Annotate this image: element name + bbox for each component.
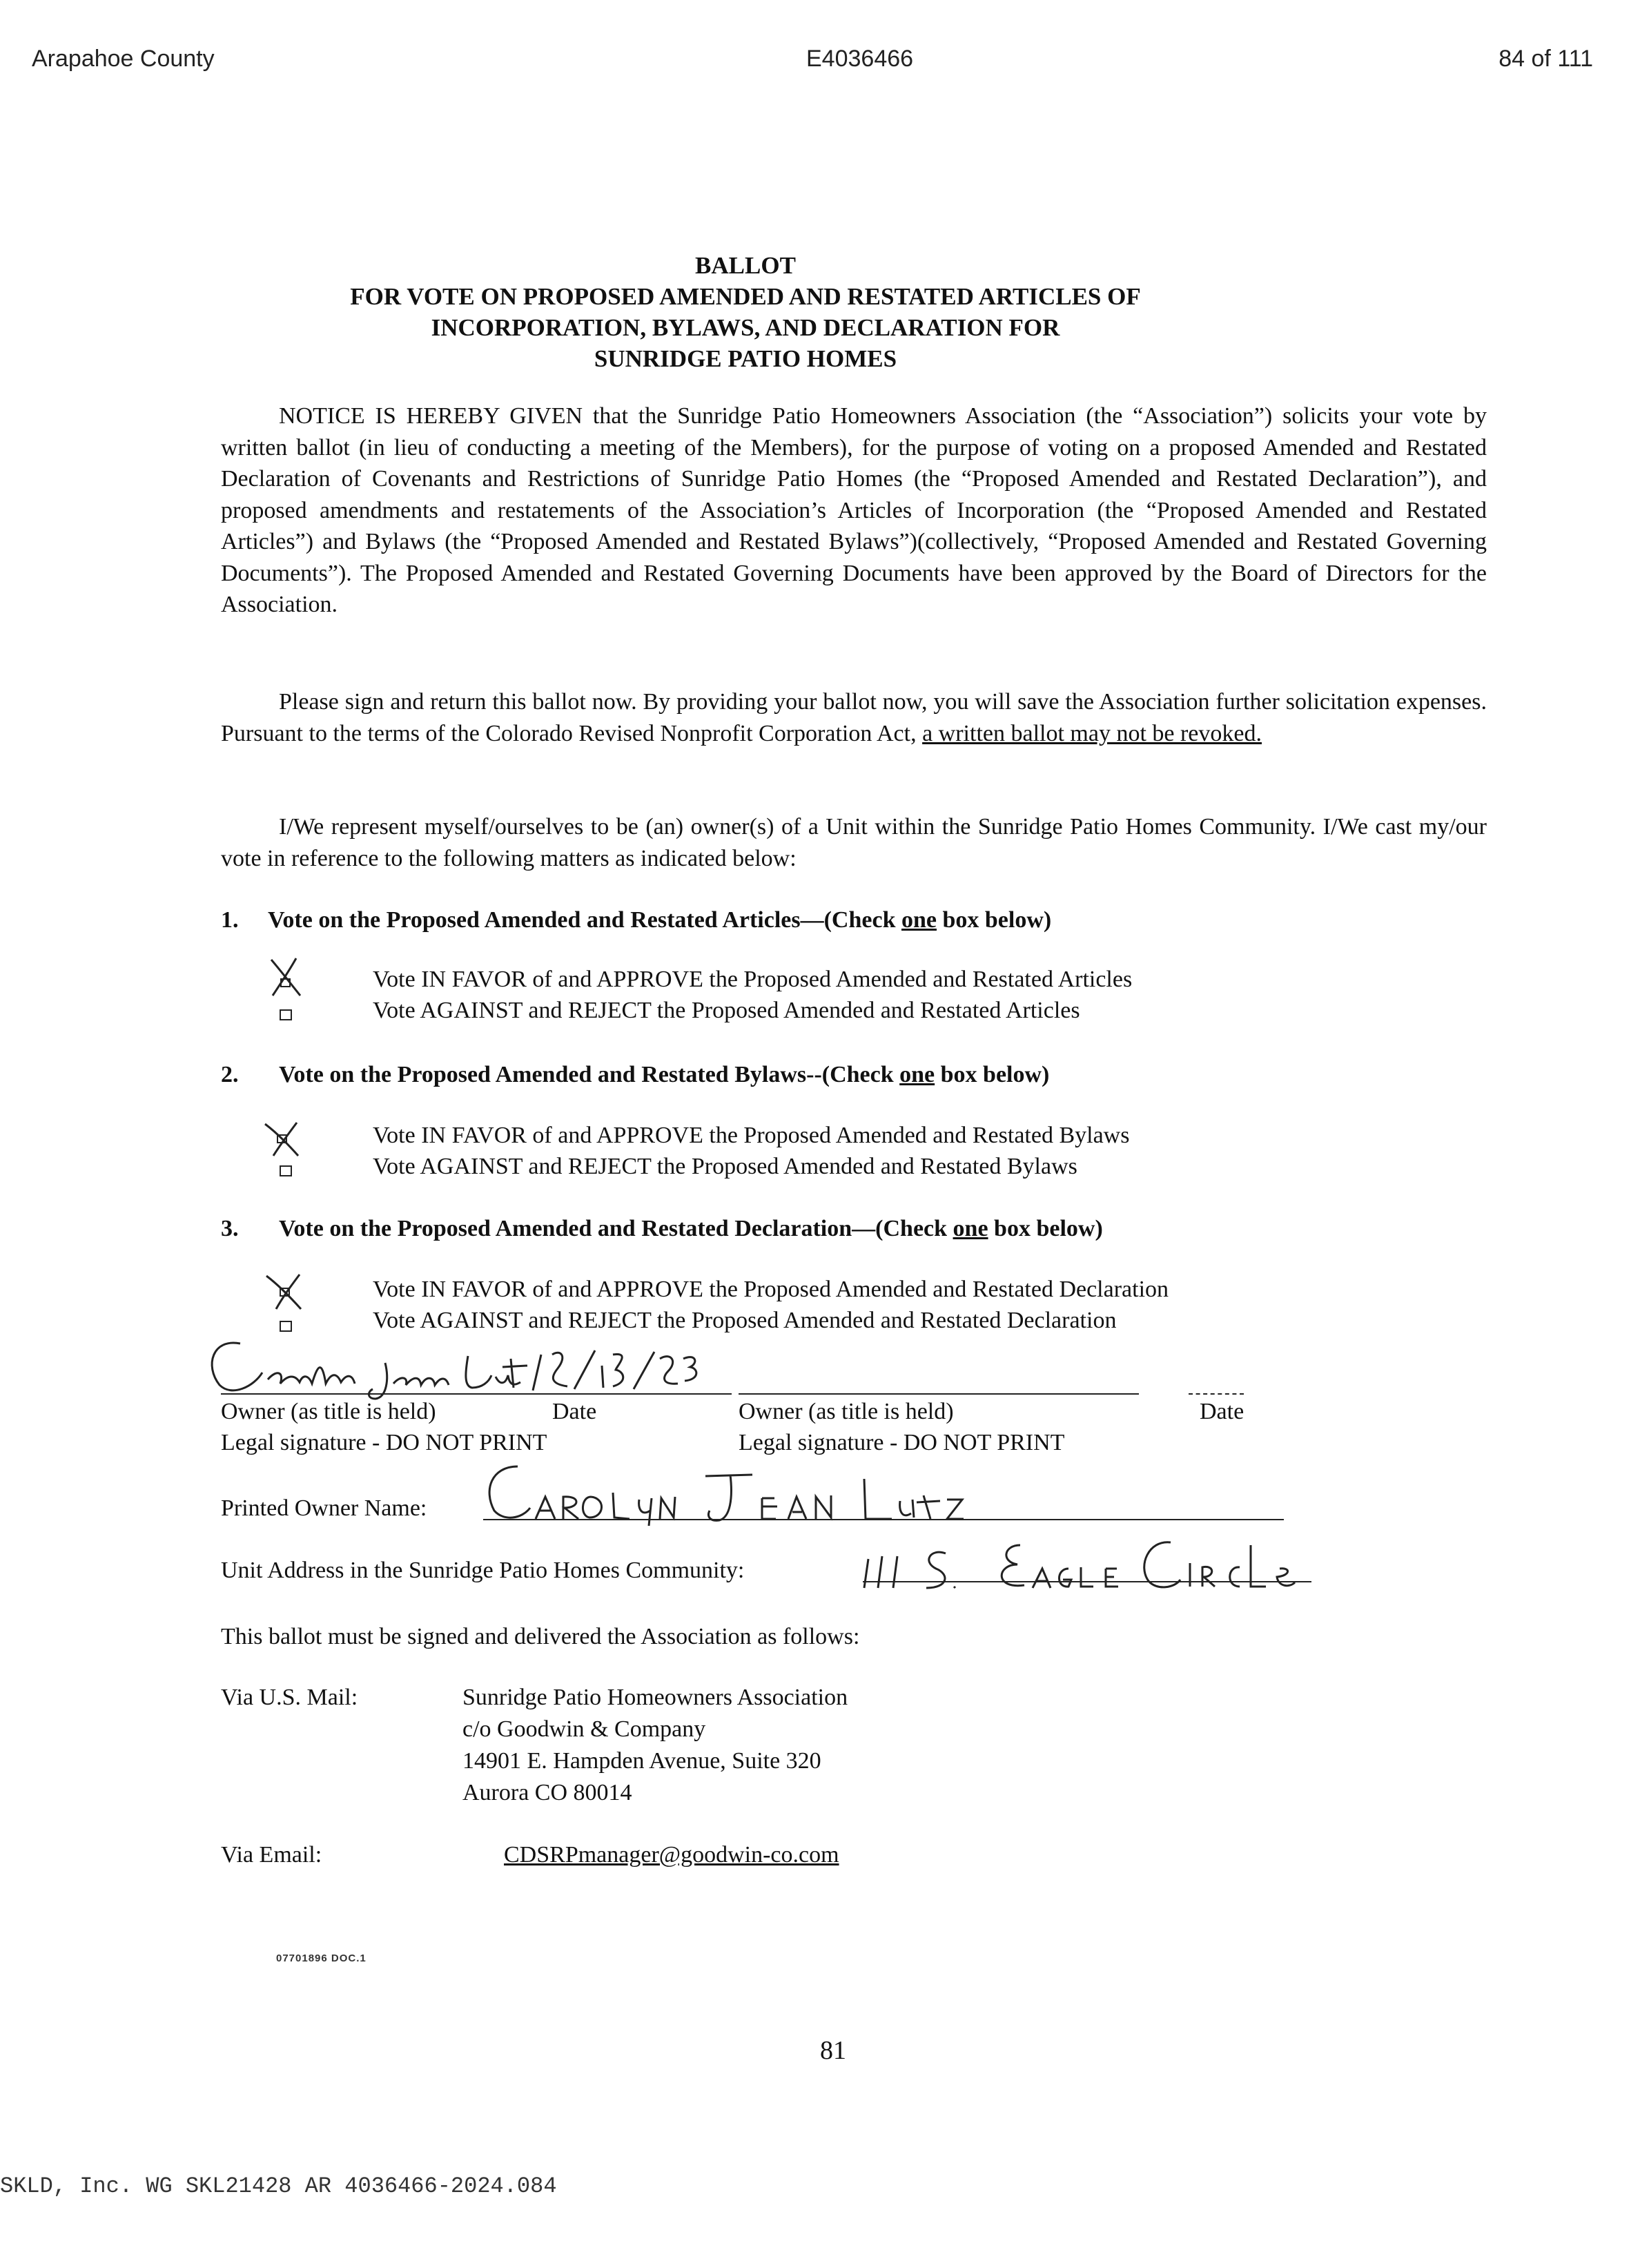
vote-2-against-option: Vote AGAINST and REJECT the Proposed Amended and Restated Bylaws	[373, 1154, 1077, 1179]
vote-3-favor-option: Vote IN FAVOR of and APPROVE the Proposed Amended and Restated Declaration	[373, 1277, 1169, 1302]
vote-3-favor-checkbox-x-mark[interactable]	[264, 1272, 308, 1312]
vote-3-number: 3.	[221, 1216, 239, 1241]
header-reception-number: E4036466	[806, 46, 914, 72]
vote-1-title-text: Vote on the Proposed Amended and Restated Articles—(Check	[268, 907, 901, 933]
owner-1-date-label: Date	[552, 1399, 597, 1424]
owner-2-date-line[interactable]	[1189, 1393, 1244, 1395]
vote-3-title-end: box below)	[988, 1216, 1103, 1241]
vote-3-against-option: Vote AGAINST and REJECT the Proposed Amended and Restated Declaration	[373, 1308, 1117, 1333]
vote-2-title	[221, 1062, 1049, 1088]
revocation-notice: a written ballot may not be revoked.	[922, 720, 1262, 746]
sign-return-text: Please sign and return this ballot now. By providing your ballot now, you will save the Association further solicitation expenses. Pursuant to the terms of the Colorado Revised Nonprofit Corporation Act,	[221, 689, 1487, 746]
vote-3-title-emphasis: one	[953, 1216, 988, 1241]
owner-representation-paragraph: I/We represent myself/ourselves to be (an) owner(s) of a Unit within the Sunridge Patio Homes Community. I/We cast my/our vote in reference to the following matters as indicated below:	[221, 814, 1487, 871]
title-line-2: FOR VOTE ON PROPOSED AMENDED AND RESTATED ARTICLES OF	[350, 283, 1141, 310]
vote-1-favor-option: Vote IN FAVOR of and APPROVE the Proposed Amended and Restated Articles	[373, 967, 1133, 992]
vote-3-title	[221, 1216, 1103, 1242]
email-address-link[interactable]: CDSRPmanager@goodwin-co.com	[504, 1842, 839, 1868]
title-line-4: SUNRIDGE PATIO HOMES	[594, 345, 897, 372]
vote-1-title	[221, 907, 1051, 933]
document-reference: 07701896 DOC.1	[276, 1952, 367, 1964]
sign-return-paragraph	[221, 686, 1487, 749]
header-page-count: 84 of 111	[1499, 46, 1593, 72]
page-number: 81	[820, 2036, 846, 2065]
vote-2-against-checkbox[interactable]	[280, 1165, 292, 1176]
printed-owner-name-label: Printed Owner Name:	[221, 1495, 427, 1521]
vote-2-title-emphasis: one	[899, 1062, 935, 1087]
owner-1-legal-note: Legal signature - DO NOT PRINT	[221, 1430, 547, 1455]
owner-2-legal-note: Legal signature - DO NOT PRINT	[739, 1430, 1065, 1455]
vote-2-favor-checkbox-x-mark[interactable]	[262, 1120, 305, 1159]
vote-2-number: 2.	[221, 1062, 239, 1087]
mail-address-line-4: Aurora CO 80014	[462, 1780, 632, 1805]
mail-label: Via U.S. Mail:	[221, 1685, 358, 1710]
vote-1-number: 1.	[221, 907, 239, 933]
vote-1-title-emphasis: one	[901, 907, 937, 933]
unit-address-line[interactable]	[863, 1581, 1311, 1582]
delivery-instructions: This ballot must be signed and delivered the Association as follows:	[221, 1624, 860, 1649]
owner-2-signature-line[interactable]	[739, 1393, 1139, 1395]
owner-2-date-label: Date	[1200, 1399, 1244, 1424]
mail-address-line-3: 14901 E. Hampden Avenue, Suite 320	[462, 1748, 821, 1774]
vote-1-against-checkbox[interactable]	[280, 1009, 292, 1020]
notice-paragraph: NOTICE IS HEREBY GIVEN that the Sunridge Patio Homeowners Association (the “Association”) solicits your vote by written ballot (in lieu of conducting a meeting of the Members), for the purpose of voting on a proposed Amended and Restated Declaration of Covenants and Restrictions of Sunridge Patio Homes (the “Proposed Amended and Restated Declaration”), and proposed amendments and restatements of the Association’s Articles of Incorporation (the “Proposed Amended and Restated Articles”) and Bylaws (the “Proposed Amended and Restated Bylaws”)(collectively, “Proposed Amended and Restated Governing Documents”). The Proposed Amended and Restated Governing Documents have been approved by the Board of Directors for the Association.	[221, 403, 1487, 617]
vote-2-favor-option: Vote IN FAVOR of and APPROVE the Proposed Amended and Restated Bylaws	[373, 1123, 1130, 1148]
vote-1-against-option: Vote AGAINST and REJECT the Proposed Amended and Restated Articles	[373, 998, 1080, 1023]
ballot-title	[221, 250, 1270, 374]
unit-address-label: Unit Address in the Sunridge Patio Homes Community:	[221, 1558, 745, 1583]
unit-address-handwritten	[859, 1524, 1314, 1593]
vote-3-against-checkbox[interactable]	[280, 1321, 292, 1332]
printed-owner-name-line[interactable]	[483, 1519, 1284, 1520]
owner-2-label: Owner (as title is held)	[739, 1399, 954, 1424]
vote-2-title-end: box below)	[935, 1062, 1050, 1087]
vote-1-favor-checkbox-x-mark[interactable]	[266, 956, 307, 998]
email-label: Via Email:	[221, 1842, 322, 1868]
owner-1-signature-line	[221, 1393, 732, 1395]
title-line-1: BALLOT	[695, 252, 796, 279]
title-line-3: INCORPORATION, BYLAWS, AND DECLARATION FOR	[431, 314, 1060, 341]
printed-owner-name-handwritten	[478, 1458, 975, 1527]
owner-1-label: Owner (as title is held)	[221, 1399, 436, 1424]
recording-footer: SKLD, Inc. WG SKL21428 AR 4036466-2024.084	[0, 2173, 557, 2199]
mail-address-line-2: c/o Goodwin & Company	[462, 1716, 706, 1742]
mail-address	[462, 1682, 848, 1809]
owner-signature-handwritten	[199, 1331, 785, 1407]
vote-3-title-text: Vote on the Proposed Amended and Restated Declaration—(Check	[279, 1216, 953, 1241]
vote-2-title-text: Vote on the Proposed Amended and Restated Bylaws--(Check	[279, 1062, 900, 1087]
header-county: Arapahoe County	[32, 46, 215, 72]
vote-1-title-end: box below)	[936, 907, 1052, 933]
mail-address-line-1: Sunridge Patio Homeowners Association	[462, 1685, 848, 1710]
